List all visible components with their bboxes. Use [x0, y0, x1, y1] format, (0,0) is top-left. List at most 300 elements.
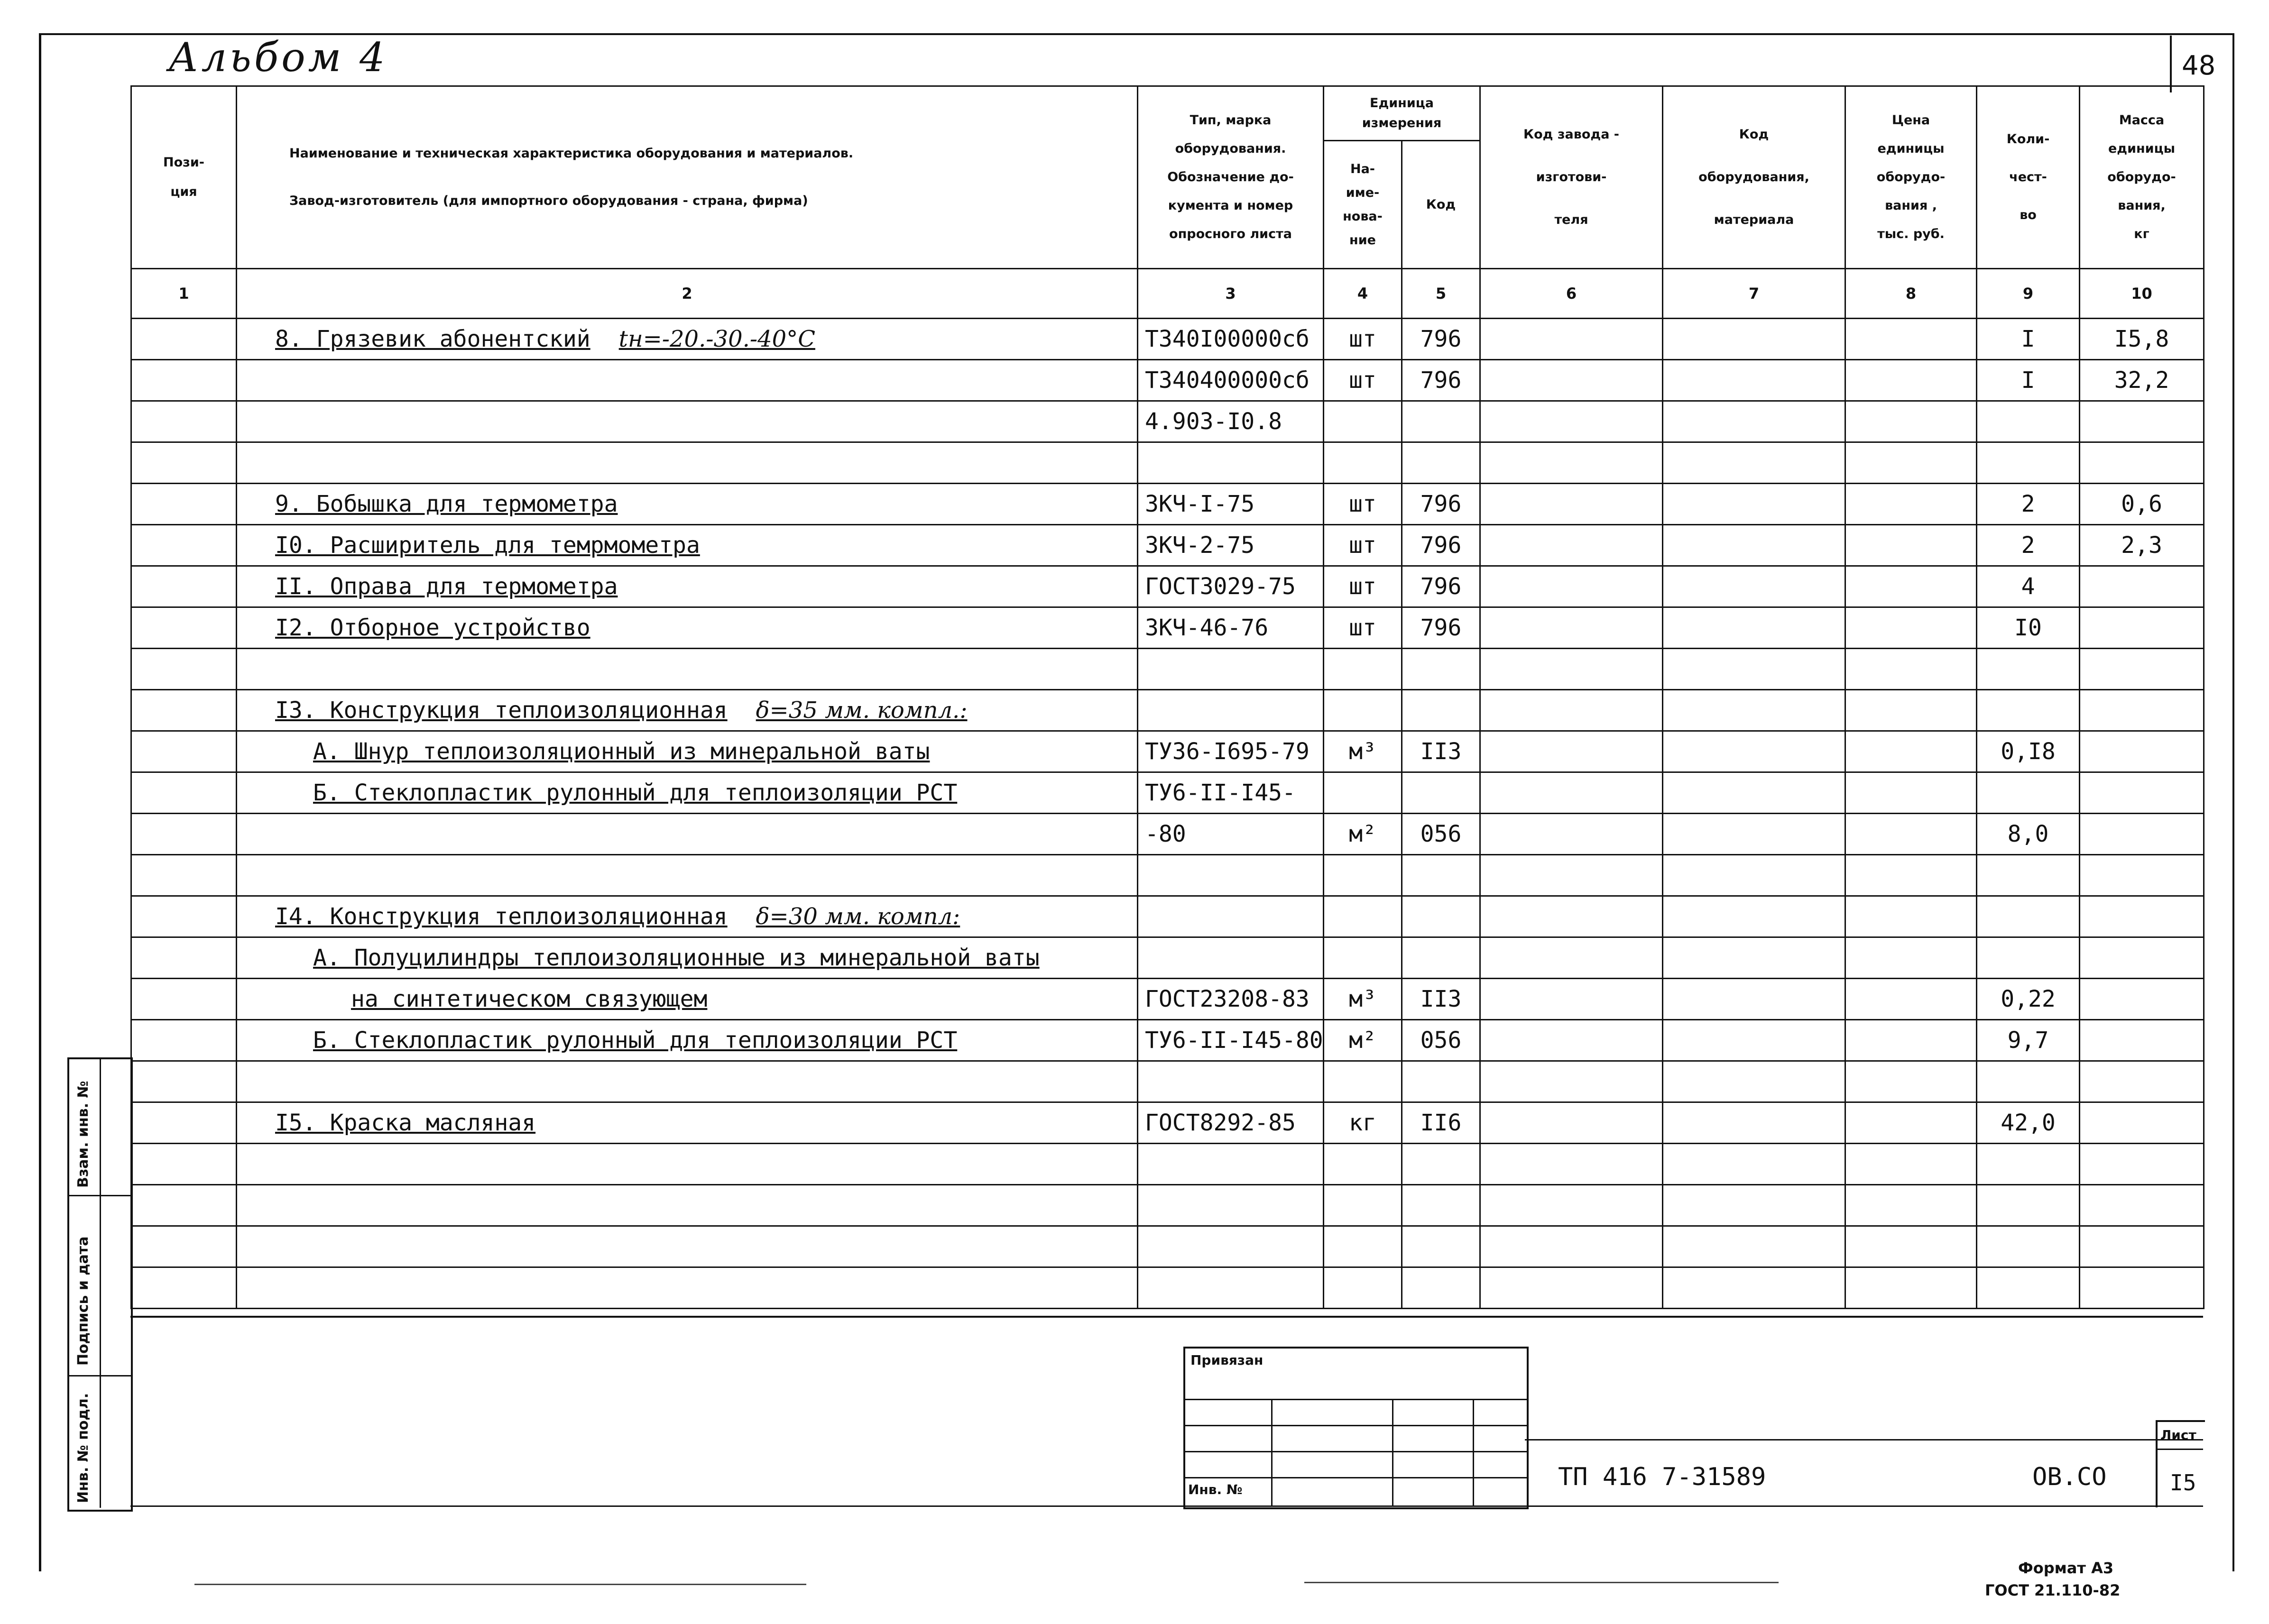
cell-position: [131, 1061, 237, 1102]
cell-price: [1845, 937, 1977, 979]
cell-equipment-code: [1663, 442, 1845, 484]
cell-position: [131, 607, 237, 649]
header-name: Наименование и техническая характеристика оборудования и материалов. Завод-изготовитель (для импортного оборудования - страна, фирма): [237, 86, 1138, 269]
cell-price: [1845, 360, 1977, 401]
cell-code: [1402, 1226, 1480, 1267]
cell-mass: [2080, 566, 2204, 607]
header-plant-code: Код завода - изготови- теля: [1480, 86, 1663, 269]
cell-equipment-code: [1663, 484, 1845, 525]
cell-price: [1845, 772, 1977, 814]
cell-price: [1845, 1185, 1977, 1226]
side-stamp-divider: [100, 1057, 101, 1508]
cell-code: 796: [1402, 484, 1480, 525]
cell-code: [1402, 896, 1480, 937]
cell-plant-code: [1480, 442, 1663, 484]
cell-unit: шт: [1324, 360, 1402, 401]
table-row: [131, 896, 2204, 937]
cell-code: 796: [1402, 566, 1480, 607]
privyazan-line-2: [1183, 1425, 1527, 1426]
cell-mass: [2080, 690, 2204, 731]
cell-plant-code: [1480, 1226, 1663, 1267]
cell-unit: кг: [1324, 1102, 1402, 1144]
side-line-1: [67, 1375, 131, 1376]
cell-price: [1845, 1020, 1977, 1061]
cell-price: [1845, 896, 1977, 937]
cell-type: 3КЧ-2-75: [1138, 525, 1324, 566]
list-box-line: [2156, 1449, 2203, 1450]
cell-equipment-code: [1663, 1144, 1845, 1185]
cell-mass: [2080, 1020, 2204, 1061]
cell-mass: 0,6: [2080, 484, 2204, 525]
column-number-7: 7: [1663, 269, 1845, 319]
cell-unit: м³: [1324, 731, 1402, 772]
cell-equipment-code: [1663, 772, 1845, 814]
cell-type: Т340I00000сб: [1138, 319, 1324, 360]
table-row: [131, 566, 2204, 607]
table-row: [131, 1185, 2204, 1226]
title-block-border: [130, 1316, 2203, 1507]
table-row: [131, 607, 2204, 649]
cell-position: [131, 566, 237, 607]
inv-no-label: Инв. №: [1188, 1482, 1243, 1497]
cell-price: [1845, 484, 1977, 525]
cell-name: 9. Бобышка для термометра: [237, 484, 1138, 525]
privyazan-line-4: [1183, 1477, 1527, 1478]
cell-price: [1845, 525, 1977, 566]
cell-equipment-code: [1663, 979, 1845, 1020]
cell-name-extra: tн=-20.-30.-40°C: [618, 326, 815, 352]
cell-name: [237, 1144, 1138, 1185]
table-row: [131, 772, 2204, 814]
cell-code: II3: [1402, 979, 1480, 1020]
table-row: [131, 1226, 2204, 1267]
cell-quantity: 0,I8: [1977, 731, 2080, 772]
header-type: Тип, марка оборудования. Обозначение до- кумента и номер опросного листа: [1138, 86, 1324, 269]
cell-plant-code: [1480, 566, 1663, 607]
scan-artifact-line-1: [194, 1584, 806, 1585]
header-unit-name: На- име- нова- ние: [1324, 141, 1402, 269]
cell-name: [237, 1267, 1138, 1309]
cell-position: [131, 979, 237, 1020]
cell-unit: шт: [1324, 319, 1402, 360]
cell-plant-code: [1480, 401, 1663, 442]
cell-code: 796: [1402, 525, 1480, 566]
cell-quantity: I: [1977, 319, 2080, 360]
table-row: [131, 731, 2204, 772]
cell-position: [131, 319, 237, 360]
cell-quantity: [1977, 1061, 2080, 1102]
cell-type: [1138, 937, 1324, 979]
cell-position: [131, 1226, 237, 1267]
cell-type: Т340400000сб: [1138, 360, 1324, 401]
cell-unit: [1324, 1267, 1402, 1309]
sheet-suffix: ОВ.СО: [2032, 1463, 2107, 1491]
cell-price: [1845, 690, 1977, 731]
header-equipment-code: Код оборудования, материала: [1663, 86, 1845, 269]
cell-quantity: 2: [1977, 484, 2080, 525]
table-row: [131, 1144, 2204, 1185]
cell-plant-code: [1480, 607, 1663, 649]
cell-quantity: 8,0: [1977, 814, 2080, 855]
header-mass: Масса единицы оборудо- вания, кг: [2080, 86, 2204, 269]
column-number-5: 5: [1402, 269, 1480, 319]
cell-type: ТУ6-II-I45-80: [1138, 1020, 1324, 1061]
cell-type: 3КЧ-I-75: [1138, 484, 1324, 525]
cell-name: I4. Конструкция теплоизоляционная δ=30 мм. компл:: [237, 896, 1138, 937]
cell-plant-code: [1480, 525, 1663, 566]
cell-type: [1138, 1144, 1324, 1185]
cell-mass: [2080, 1144, 2204, 1185]
cell-plant-code: [1480, 896, 1663, 937]
cell-unit: [1324, 442, 1402, 484]
cell-quantity: [1977, 1226, 2080, 1267]
table-row: [131, 1020, 2204, 1061]
cell-equipment-code: [1663, 937, 1845, 979]
cell-unit: [1324, 1226, 1402, 1267]
cell-name-extra: δ=30 мм. компл:: [756, 903, 960, 930]
cell-name: [237, 401, 1138, 442]
cell-type: [1138, 1226, 1324, 1267]
cell-quantity: [1977, 1185, 2080, 1226]
cell-name: А. Полуцилиндры теплоизоляционные из минеральной ваты: [237, 937, 1138, 979]
table-row: [131, 1267, 2204, 1309]
cell-type: [1138, 1061, 1324, 1102]
cell-equipment-code: [1663, 1020, 1845, 1061]
cell-name: [237, 360, 1138, 401]
cell-price: [1845, 1061, 1977, 1102]
cell-quantity: 0,22: [1977, 979, 2080, 1020]
cell-type: -80: [1138, 814, 1324, 855]
cell-code: [1402, 690, 1480, 731]
cell-mass: [2080, 937, 2204, 979]
privyazan-label: Привязан: [1190, 1352, 1264, 1368]
title-line: [1525, 1439, 2203, 1440]
cell-position: [131, 1144, 237, 1185]
cell-code: 056: [1402, 1020, 1480, 1061]
cell-price: [1845, 979, 1977, 1020]
cell-price: [1845, 1144, 1977, 1185]
cell-unit: [1324, 1185, 1402, 1226]
cell-position: [131, 690, 237, 731]
cell-plant-code: [1480, 1144, 1663, 1185]
cell-type: ГОСТ3029-75: [1138, 566, 1324, 607]
cell-code: 796: [1402, 360, 1480, 401]
cell-unit: м³: [1324, 979, 1402, 1020]
list-value: I5: [2170, 1470, 2196, 1496]
cell-name: [237, 649, 1138, 690]
cell-code: [1402, 442, 1480, 484]
cell-equipment-code: [1663, 401, 1845, 442]
table-row: [131, 484, 2204, 525]
cell-position: [131, 442, 237, 484]
cell-price: [1845, 401, 1977, 442]
cell-equipment-code: [1663, 1185, 1845, 1226]
cell-plant-code: [1480, 649, 1663, 690]
cell-position: [131, 814, 237, 855]
cell-unit: [1324, 855, 1402, 896]
cell-code: 056: [1402, 814, 1480, 855]
cell-price: [1845, 319, 1977, 360]
cell-code: [1402, 855, 1480, 896]
cell-price: [1845, 1267, 1977, 1309]
cell-plant-code: [1480, 937, 1663, 979]
cell-quantity: I0: [1977, 607, 2080, 649]
cell-code: II3: [1402, 731, 1480, 772]
privyazan-line-3: [1183, 1451, 1527, 1452]
cell-code: [1402, 1144, 1480, 1185]
cell-price: [1845, 1226, 1977, 1267]
cell-mass: [2080, 1267, 2204, 1309]
cell-plant-code: [1480, 1185, 1663, 1226]
cell-name: [237, 1185, 1138, 1226]
cell-plant-code: [1480, 1267, 1663, 1309]
table-row: [131, 442, 2204, 484]
cell-mass: I5,8: [2080, 319, 2204, 360]
cell-price: [1845, 442, 1977, 484]
column-number-1: 1: [131, 269, 237, 319]
cell-position: [131, 1267, 237, 1309]
table-row: [131, 979, 2204, 1020]
cell-plant-code: [1480, 814, 1663, 855]
cell-quantity: I: [1977, 360, 2080, 401]
cell-plant-code: [1480, 690, 1663, 731]
cell-type: [1138, 442, 1324, 484]
list-label: Лист: [2160, 1427, 2196, 1443]
cell-quantity: 42,0: [1977, 1102, 2080, 1144]
cell-equipment-code: [1663, 525, 1845, 566]
column-number-9: 9: [1977, 269, 2080, 319]
cell-quantity: 2: [1977, 525, 2080, 566]
cell-position: [131, 484, 237, 525]
cell-unit: [1324, 937, 1402, 979]
cell-position: [131, 855, 237, 896]
cell-unit: [1324, 401, 1402, 442]
cell-equipment-code: [1663, 566, 1845, 607]
table-row: [131, 525, 2204, 566]
format-label: Формат А3: [2018, 1559, 2114, 1577]
privyazan-vline-1: [1271, 1399, 1273, 1505]
cell-code: II6: [1402, 1102, 1480, 1144]
cell-equipment-code: [1663, 731, 1845, 772]
column-number-4: 4: [1324, 269, 1402, 319]
cell-plant-code: [1480, 979, 1663, 1020]
cell-mass: [2080, 855, 2204, 896]
cell-unit: м²: [1324, 1020, 1402, 1061]
cell-unit: шт: [1324, 484, 1402, 525]
cell-equipment-code: [1663, 607, 1845, 649]
cell-type: ТУ36-I695-79: [1138, 731, 1324, 772]
table-row: [131, 937, 2204, 979]
cell-name: [237, 1061, 1138, 1102]
header-unit-code: Код: [1402, 141, 1480, 269]
table-row: [131, 1102, 2204, 1144]
cell-plant-code: [1480, 319, 1663, 360]
cell-mass: [2080, 607, 2204, 649]
cell-plant-code: [1480, 1061, 1663, 1102]
cell-price: [1845, 607, 1977, 649]
cell-plant-code: [1480, 855, 1663, 896]
column-number-10: 10: [2080, 269, 2204, 319]
cell-quantity: [1977, 442, 2080, 484]
cell-quantity: 9,7: [1977, 1020, 2080, 1061]
side-line-2: [67, 1195, 131, 1196]
cell-price: [1845, 1102, 1977, 1144]
header-unit: Единица измерения: [1324, 86, 1480, 141]
cell-price: [1845, 566, 1977, 607]
cell-position: [131, 649, 237, 690]
cell-quantity: [1977, 649, 2080, 690]
cell-quantity: [1977, 772, 2080, 814]
cell-name: II. Оправа для термометра: [237, 566, 1138, 607]
cell-mass: [2080, 896, 2204, 937]
cell-name: А. Шнур теплоизоляционный из минеральной ваты: [237, 731, 1138, 772]
cell-mass: [2080, 772, 2204, 814]
title-bottom-line: [130, 1505, 2203, 1507]
cell-position: [131, 937, 237, 979]
cell-name: Б. Стеклопластик рулонный для теплоизоляции РСТ: [237, 1020, 1138, 1061]
cell-name: I3. Конструкция теплоизоляционная δ=35 мм. компл.:: [237, 690, 1138, 731]
cell-equipment-code: [1663, 855, 1845, 896]
column-number-3: 3: [1138, 269, 1324, 319]
cell-unit: [1324, 690, 1402, 731]
cell-equipment-code: [1663, 690, 1845, 731]
cell-name: Б. Стеклопластик рулонный для теплоизоляции РСТ: [237, 772, 1138, 814]
cell-type: ГОСТ8292-85: [1138, 1102, 1324, 1144]
cell-type: 4.903-I0.8: [1138, 401, 1324, 442]
cell-mass: [2080, 1061, 2204, 1102]
cell-quantity: [1977, 690, 2080, 731]
cell-type: [1138, 855, 1324, 896]
cell-unit: м²: [1324, 814, 1402, 855]
cell-type: ГОСТ23208-83: [1138, 979, 1324, 1020]
privyazan-vline-3: [1473, 1399, 1474, 1505]
cell-unit: шт: [1324, 566, 1402, 607]
cell-code: [1402, 772, 1480, 814]
cell-quantity: [1977, 401, 2080, 442]
cell-equipment-code: [1663, 1226, 1845, 1267]
cell-equipment-code: [1663, 649, 1845, 690]
cell-name-extra: δ=35 мм. компл.:: [756, 697, 968, 724]
gost-label: ГОСТ 21.110-82: [1985, 1581, 2121, 1599]
cell-unit: шт: [1324, 525, 1402, 566]
cell-equipment-code: [1663, 319, 1845, 360]
cell-equipment-code: [1663, 1267, 1845, 1309]
table-row: [131, 401, 2204, 442]
cell-position: [131, 1020, 237, 1061]
header-position: Пози- ция: [131, 86, 237, 269]
cell-price: [1845, 731, 1977, 772]
cell-mass: [2080, 442, 2204, 484]
cell-type: [1138, 1185, 1324, 1226]
cell-name: I0. Расширитель для темрмометра: [237, 525, 1138, 566]
privyazan-vline-2: [1392, 1399, 1393, 1505]
column-number-8: 8: [1845, 269, 1977, 319]
cell-quantity: [1977, 855, 2080, 896]
cell-equipment-code: [1663, 896, 1845, 937]
cell-name: [237, 442, 1138, 484]
cell-position: [131, 731, 237, 772]
cell-mass: 32,2: [2080, 360, 2204, 401]
cell-type: [1138, 896, 1324, 937]
cell-unit: [1324, 772, 1402, 814]
cell-name: 8. Грязевик абонентский tн=-20.-30.-40°C: [237, 319, 1138, 360]
table-row: [131, 360, 2204, 401]
cell-type: ТУ6-II-I45-: [1138, 772, 1324, 814]
side-podpis: Подпись и дата: [75, 1236, 92, 1366]
table-row: [131, 1061, 2204, 1102]
cell-equipment-code: [1663, 814, 1845, 855]
cell-code: [1402, 1061, 1480, 1102]
column-number-6: 6: [1480, 269, 1663, 319]
cell-type: [1138, 649, 1324, 690]
cell-position: [131, 1102, 237, 1144]
cell-unit: шт: [1324, 607, 1402, 649]
cell-type: [1138, 1267, 1324, 1309]
cell-code: [1402, 401, 1480, 442]
cell-mass: [2080, 979, 2204, 1020]
page-number: 48: [2182, 50, 2216, 81]
cell-code: [1402, 649, 1480, 690]
cell-type: 3КЧ-46-76: [1138, 607, 1324, 649]
cell-code: [1402, 937, 1480, 979]
cell-name: [237, 1226, 1138, 1267]
cell-name: [237, 855, 1138, 896]
cell-position: [131, 525, 237, 566]
table-row: [131, 649, 2204, 690]
cell-name: I2. Отборное устройство: [237, 607, 1138, 649]
cell-position: [131, 1185, 237, 1226]
cell-position: [131, 896, 237, 937]
cell-mass: [2080, 1226, 2204, 1267]
scan-artifact-line-2: [1304, 1582, 1779, 1583]
cell-quantity: [1977, 937, 2080, 979]
cell-plant-code: [1480, 772, 1663, 814]
cell-code: 796: [1402, 319, 1480, 360]
cell-unit: [1324, 649, 1402, 690]
cell-plant-code: [1480, 1020, 1663, 1061]
album-label: Альбом 4: [168, 34, 388, 81]
column-number-2: 2: [237, 269, 1138, 319]
cell-price: [1845, 855, 1977, 896]
header-quantity: Коли- чест- во: [1977, 86, 2080, 269]
cell-unit: [1324, 896, 1402, 937]
cell-code: [1402, 1267, 1480, 1309]
cell-mass: [2080, 731, 2204, 772]
cell-mass: [2080, 1102, 2204, 1144]
cell-equipment-code: [1663, 1061, 1845, 1102]
cell-quantity: [1977, 1144, 2080, 1185]
cell-equipment-code: [1663, 360, 1845, 401]
cell-name: I5. Краска масляная: [237, 1102, 1138, 1144]
cell-unit: [1324, 1144, 1402, 1185]
cell-mass: [2080, 1185, 2204, 1226]
document-code: ТП 416 7-31589: [1558, 1463, 1766, 1491]
header-price: Цена единицы оборудо- вания , тыс. руб.: [1845, 86, 1977, 269]
specification-table: [130, 85, 2204, 1309]
cell-plant-code: [1480, 484, 1663, 525]
side-inv-podl: Инв. № подл.: [75, 1393, 92, 1503]
cell-name: на синтетическом связующем: [237, 979, 1138, 1020]
cell-mass: 2,3: [2080, 525, 2204, 566]
cell-price: [1845, 814, 1977, 855]
cell-mass: [2080, 649, 2204, 690]
cell-unit: [1324, 1061, 1402, 1102]
cell-mass: [2080, 814, 2204, 855]
column-numbers-row: [131, 269, 2204, 319]
cell-position: [131, 772, 237, 814]
table-row: [131, 319, 2204, 360]
cell-position: [131, 360, 237, 401]
